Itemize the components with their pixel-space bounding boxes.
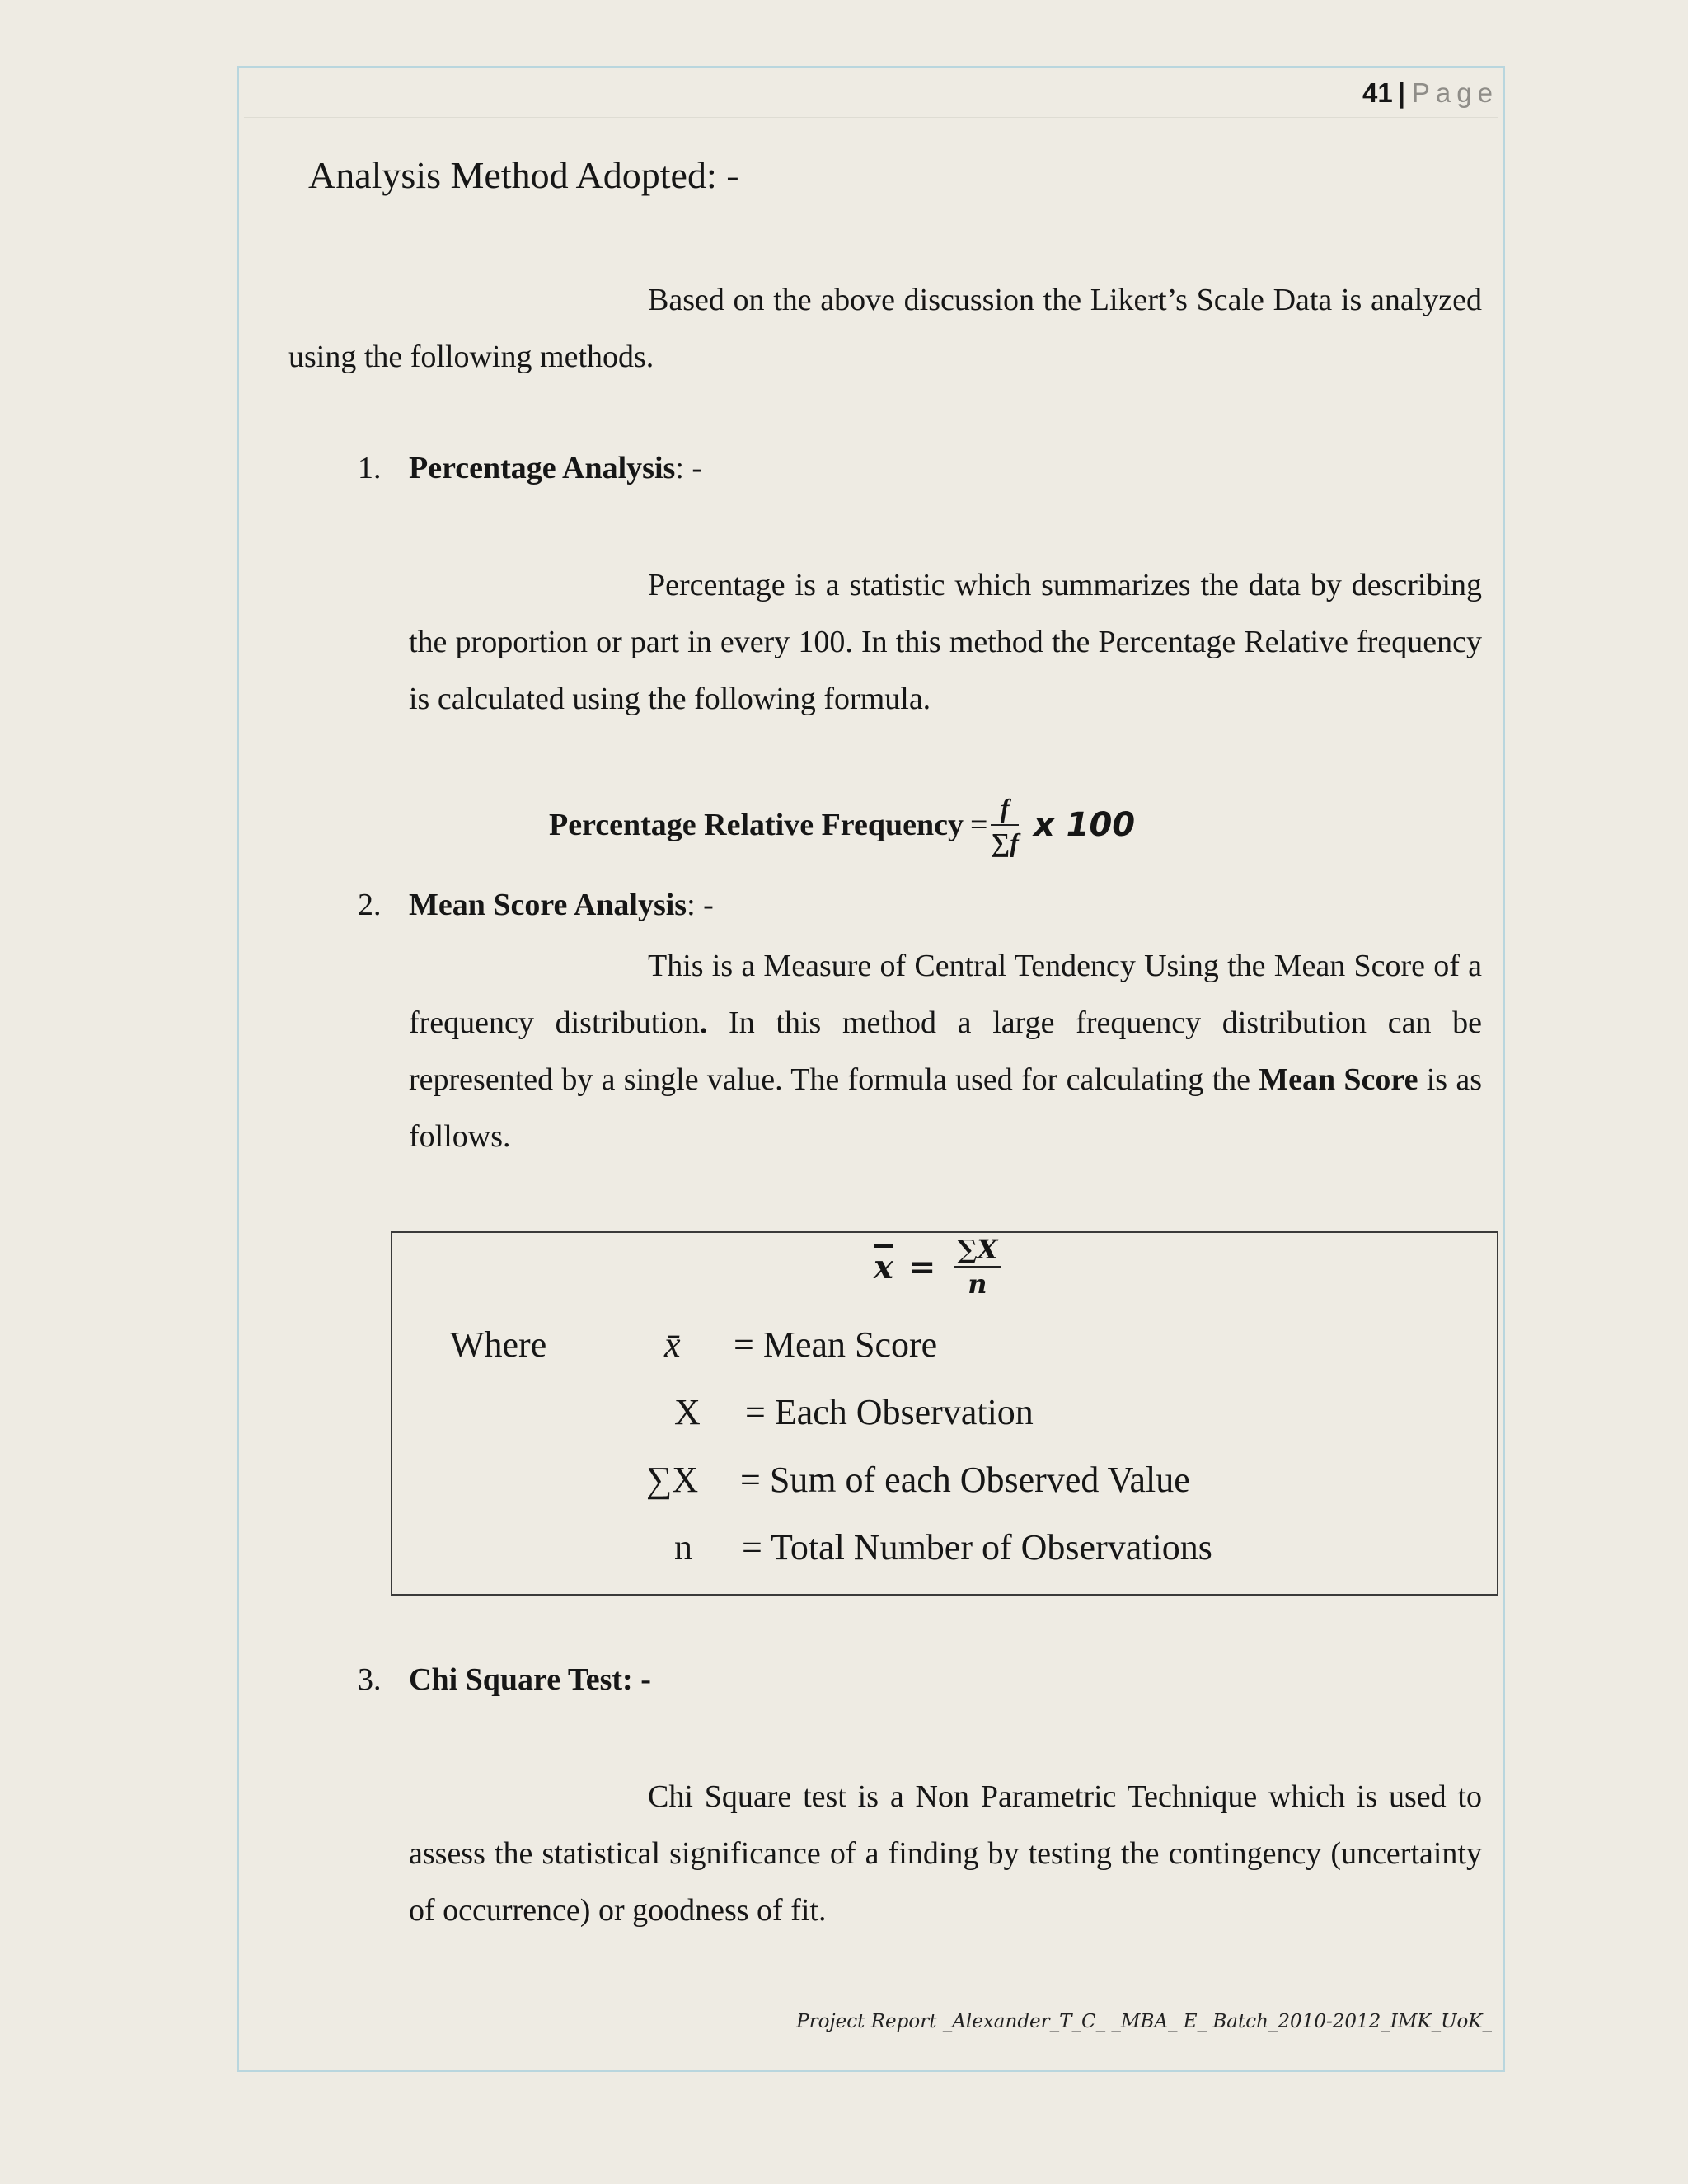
page-number-header <box>1362 77 1498 109</box>
definition-meaning-x: = Each Observation <box>745 1392 1034 1432</box>
section-3-paragraph <box>409 1769 1482 1939</box>
fraction-denominator: ∑f <box>991 827 1019 857</box>
mean-numerator: ∑X <box>954 1235 1001 1268</box>
section-2-number: 2. <box>358 888 382 922</box>
fraction-numerator: f <box>991 793 1018 826</box>
section-2-text-b: In this method a large frequency distribution can be represented by a single value. The formula used for calculating the <box>409 1005 1483 1097</box>
mean-fraction <box>954 1235 1001 1299</box>
definition-symbol-sumx: ∑X <box>646 1460 699 1500</box>
mean-formula <box>874 1235 1004 1299</box>
footer-text: Project Report _Alexander_T_C_ _MBA_ E_ Batch_2010-2012_IMK_UoK_ <box>796 2011 1492 2032</box>
definition-symbol-x: X <box>674 1392 701 1432</box>
definition-symbol-xbar: x̄ <box>664 1324 681 1365</box>
percentage-fraction <box>991 793 1018 857</box>
section-3-number: 3. <box>358 1662 382 1697</box>
page-separator: | <box>1397 77 1407 108</box>
definition-meaning-xbar: = Mean Score <box>734 1324 938 1365</box>
header-divider <box>244 117 1498 118</box>
where-label: Where <box>450 1324 547 1365</box>
page-title: Analysis Method Adopted: - <box>308 154 739 196</box>
section-1-text: Percentage is a statistic which summarizes the data by describing the proportion or part in every 100. In this method the Percentage Relative frequency is calculated using the following formula. <box>409 568 1482 716</box>
page-label: Page <box>1411 77 1498 108</box>
mean-equals: = <box>907 1247 936 1286</box>
section-2-text-c: is as follows. <box>409 1062 1483 1154</box>
section-2-heading-text: Mean Score Analysis <box>409 888 687 922</box>
percentage-formula <box>549 793 1135 857</box>
percentage-multiplier: x 100 <box>1033 806 1136 844</box>
section-1-heading-suffix: : - <box>675 451 703 485</box>
section-2-heading-suffix: : - <box>687 888 714 922</box>
section-3-heading: Chi Square Test: - <box>409 1662 651 1697</box>
page-number: 41 <box>1362 77 1393 108</box>
intro-paragraph <box>288 272 1482 386</box>
section-2-paragraph <box>409 938 1482 1165</box>
definition-meaning-n: = Total Number of Observations <box>742 1527 1212 1568</box>
section-3-text: Chi Square test is a Non Parametric Technique which is used to assess the statistical significance of a finding by testing the contingency (uncertainty of occurrence) or goodness of fit. <box>409 1779 1482 1928</box>
section-1-paragraph <box>409 557 1482 728</box>
section-2-text-dot: . <box>699 1005 708 1040</box>
definition-symbol-n: n <box>674 1527 692 1568</box>
percentage-formula-equals: = <box>969 808 988 842</box>
section-2-heading <box>409 887 714 923</box>
section-1-number: 1. <box>358 451 382 485</box>
percentage-formula-label: Percentage Relative Frequency <box>549 808 964 842</box>
mean-denominator: n <box>968 1268 987 1300</box>
definition-meaning-sumx: = Sum of each Observed Value <box>740 1460 1190 1500</box>
section-2-text-bold: Mean Score <box>1259 1062 1418 1097</box>
section-1-heading-text: Percentage Analysis <box>409 451 676 485</box>
mean-symbol: $\overline{x}$ <box>874 1247 893 1286</box>
intro-text: Based on the above discussion the Likert’s Scale Data is analyzed using the following methods. <box>288 283 1482 374</box>
section-1-heading <box>409 450 702 486</box>
section-2-text-a: This is a Measure of Central Tendency Using the Mean Score of a frequency distribution <box>409 949 1482 1040</box>
